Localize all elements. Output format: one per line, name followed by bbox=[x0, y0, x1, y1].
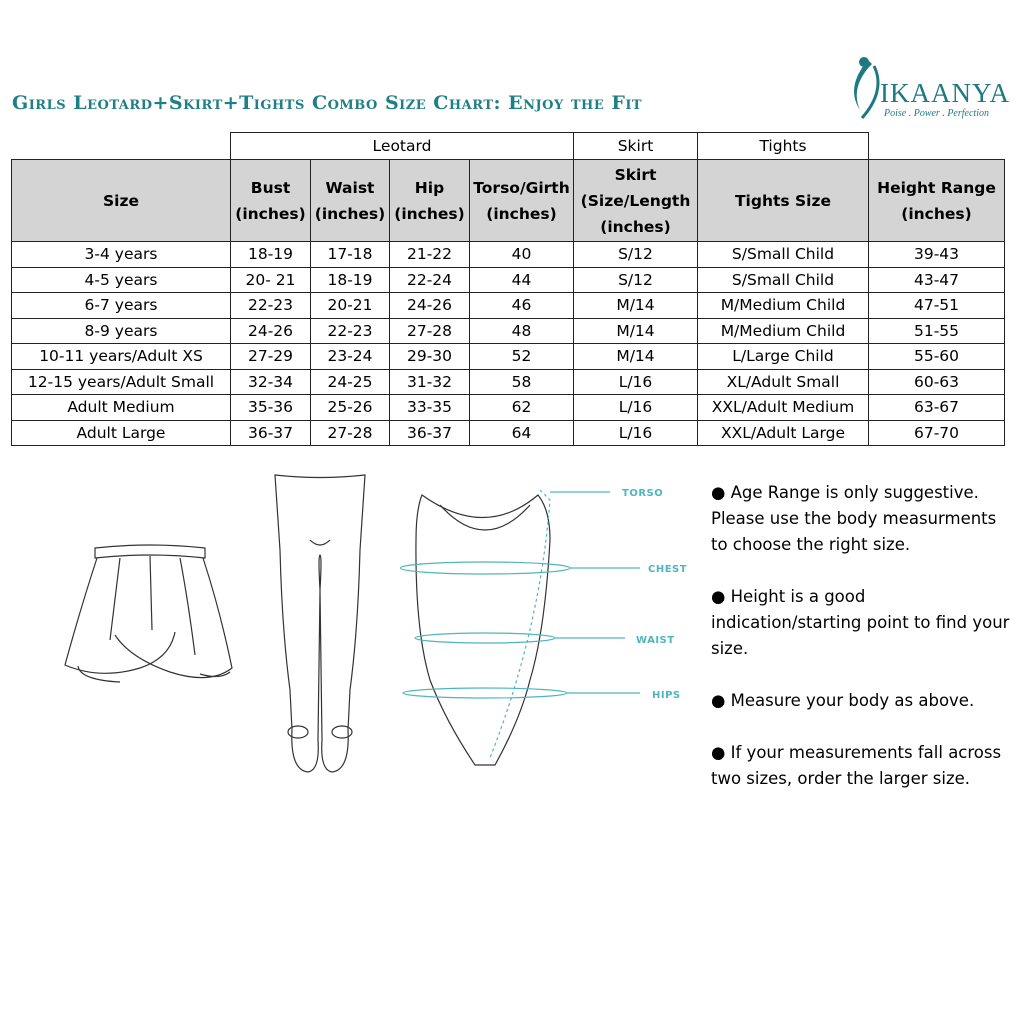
cell-height: 43-47 bbox=[869, 267, 1005, 293]
cell-torso: 40 bbox=[470, 242, 574, 268]
cell-bust: 27-29 bbox=[231, 344, 311, 370]
header-torso: Torso/Girth (inches) bbox=[470, 160, 574, 242]
cell-waist: 23-24 bbox=[311, 344, 390, 370]
cell-torso: 62 bbox=[470, 395, 574, 421]
table-row bbox=[12, 344, 1005, 370]
cell-bust: 22-23 bbox=[231, 293, 311, 319]
header-hip: Hip (inches) bbox=[390, 160, 470, 242]
cell-bust: 18-19 bbox=[231, 242, 311, 268]
table-row bbox=[12, 395, 1005, 421]
table-row bbox=[12, 267, 1005, 293]
header-waist: Waist (inches) bbox=[311, 160, 390, 242]
cell-tights: XL/Adult Small bbox=[698, 369, 869, 395]
label-chest: CHEST bbox=[648, 564, 688, 575]
cell-hip: 27-28 bbox=[390, 318, 470, 344]
cell-hip: 33-35 bbox=[390, 395, 470, 421]
cell-bust: 32-34 bbox=[231, 369, 311, 395]
cell-skirt: M/14 bbox=[574, 318, 698, 344]
cell-tights: XXL/Adult Medium bbox=[698, 395, 869, 421]
cell-hip: 21-22 bbox=[390, 242, 470, 268]
cell-height: 63-67 bbox=[869, 395, 1005, 421]
cell-bust: 35-36 bbox=[231, 395, 311, 421]
cell-skirt: L/16 bbox=[574, 395, 698, 421]
cell-tights: M/Medium Child bbox=[698, 318, 869, 344]
group-leotard: Leotard bbox=[231, 133, 574, 160]
cell-size: 3-4 years bbox=[12, 242, 231, 268]
cell-torso: 52 bbox=[470, 344, 574, 370]
cell-tights: L/Large Child bbox=[698, 344, 869, 370]
cell-skirt: S/12 bbox=[574, 242, 698, 268]
cell-height: 47-51 bbox=[869, 293, 1005, 319]
cell-size: 8-9 years bbox=[12, 318, 231, 344]
tights-illustration bbox=[270, 470, 370, 780]
cell-waist: 20-21 bbox=[311, 293, 390, 319]
note-height: ● Height is a good indication/starting point to find your size. bbox=[711, 587, 1010, 658]
cell-bust: 36-37 bbox=[231, 420, 311, 446]
table-row bbox=[12, 318, 1005, 344]
cell-size: 6-7 years bbox=[12, 293, 231, 319]
skirt-illustration bbox=[60, 540, 240, 690]
cell-bust: 24-26 bbox=[231, 318, 311, 344]
cell-hip: 36-37 bbox=[390, 420, 470, 446]
cell-waist: 22-23 bbox=[311, 318, 390, 344]
label-hips: HIPS bbox=[652, 690, 681, 701]
cell-hip: 31-32 bbox=[390, 369, 470, 395]
table-row bbox=[12, 242, 1005, 268]
cell-torso: 64 bbox=[470, 420, 574, 446]
header-bust: Bust (inches) bbox=[231, 160, 311, 242]
cell-torso: 48 bbox=[470, 318, 574, 344]
cell-waist: 17-18 bbox=[311, 242, 390, 268]
cell-tights: M/Medium Child bbox=[698, 293, 869, 319]
cell-height: 55-60 bbox=[869, 344, 1005, 370]
label-torso: TORSO bbox=[622, 488, 664, 499]
note-larger-size: ● If your measurements fall across two sizes, order the larger size. bbox=[711, 743, 1002, 788]
cell-waist: 27-28 bbox=[311, 420, 390, 446]
note-measure: ● Measure your body as above. bbox=[711, 691, 975, 710]
header-skirt: Skirt (Size/Length (inches) bbox=[574, 160, 698, 242]
label-waist: WAIST bbox=[636, 635, 675, 646]
cell-size: 10-11 years/Adult XS bbox=[12, 344, 231, 370]
cell-size: 4-5 years bbox=[12, 267, 231, 293]
group-header-row bbox=[12, 133, 1005, 160]
cell-skirt: L/16 bbox=[574, 369, 698, 395]
table-row bbox=[12, 293, 1005, 319]
table-row bbox=[12, 369, 1005, 395]
cell-size: Adult Medium bbox=[12, 395, 231, 421]
group-tights: Tights bbox=[698, 133, 869, 160]
cell-skirt: M/14 bbox=[574, 293, 698, 319]
cell-tights: S/Small Child bbox=[698, 267, 869, 293]
cell-height: 51-55 bbox=[869, 318, 1005, 344]
cell-skirt: M/14 bbox=[574, 344, 698, 370]
cell-tights: S/Small Child bbox=[698, 242, 869, 268]
group-skirt: Skirt bbox=[574, 133, 698, 160]
table-row bbox=[12, 420, 1005, 446]
cell-height: 67-70 bbox=[869, 420, 1005, 446]
cell-torso: 44 bbox=[470, 267, 574, 293]
cell-torso: 46 bbox=[470, 293, 574, 319]
cell-waist: 24-25 bbox=[311, 369, 390, 395]
cell-waist: 18-19 bbox=[311, 267, 390, 293]
cell-bust: 20- 21 bbox=[231, 267, 311, 293]
page-title: Girls Leotard+Skirt+Tights Combo Size Chart: Enjoy the Fit bbox=[12, 92, 643, 114]
note-age-range: ● Age Range is only suggestive. Please use the body measurments to choose the right size. bbox=[711, 483, 997, 554]
cell-height: 39-43 bbox=[869, 242, 1005, 268]
cell-hip: 24-26 bbox=[390, 293, 470, 319]
column-header-row bbox=[12, 160, 1005, 242]
cell-hip: 29-30 bbox=[390, 344, 470, 370]
cell-skirt: L/16 bbox=[574, 420, 698, 446]
header-height: Height Range (inches) bbox=[869, 160, 1005, 242]
cell-size: 12-15 years/Adult Small bbox=[12, 369, 231, 395]
brand-name: IKAANYA bbox=[880, 78, 1010, 108]
cell-skirt: S/12 bbox=[574, 267, 698, 293]
cell-tights: XXL/Adult Large bbox=[698, 420, 869, 446]
leotard-illustration bbox=[400, 480, 700, 780]
cell-torso: 58 bbox=[470, 369, 574, 395]
cell-waist: 25-26 bbox=[311, 395, 390, 421]
brand-tagline: Poise . Power . Perfection bbox=[884, 108, 989, 119]
cell-hip: 22-24 bbox=[390, 267, 470, 293]
size-chart-table bbox=[11, 132, 1005, 446]
header-tights: Tights Size bbox=[698, 160, 869, 242]
cell-size: Adult Large bbox=[12, 420, 231, 446]
sizing-notes bbox=[711, 480, 1016, 818]
cell-height: 60-63 bbox=[869, 369, 1005, 395]
header-size: Size bbox=[12, 160, 231, 242]
